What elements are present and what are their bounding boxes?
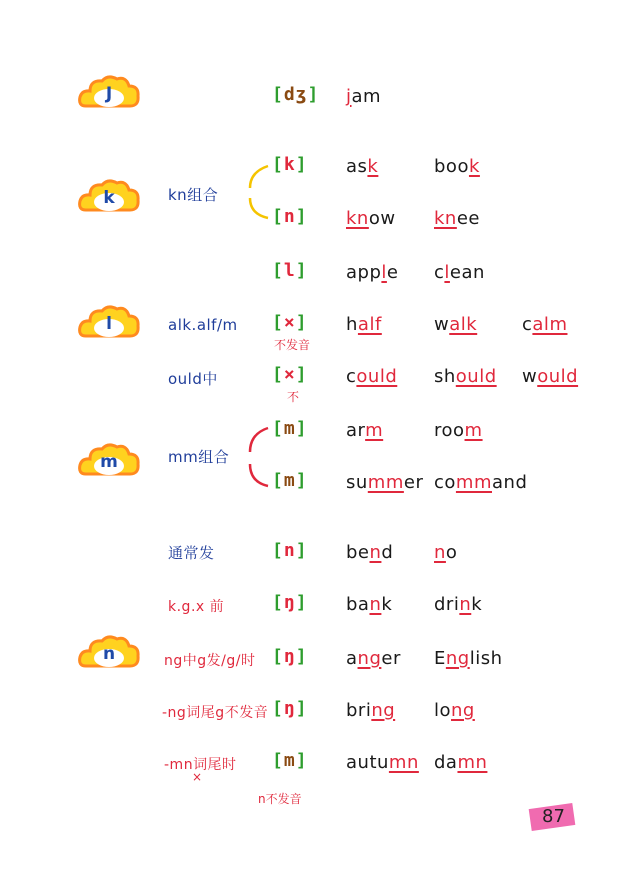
- cloud-badge-l: [76, 302, 142, 342]
- note-not: 不: [287, 390, 300, 404]
- group-bracket-k: [242, 160, 272, 224]
- word-could: could: [346, 366, 398, 387]
- word-clean: clean: [434, 262, 485, 283]
- rule-label-alk-alf-alm: alk.alf/m: [168, 316, 238, 334]
- word-walk: walk: [434, 314, 478, 335]
- rule-label-ould: ould中: [168, 370, 218, 388]
- word-should: should: [434, 366, 497, 387]
- word-no: no: [434, 542, 458, 563]
- word-room: room: [434, 420, 483, 441]
- word-bank: bank: [346, 594, 393, 615]
- word-jam: jam: [346, 86, 382, 107]
- word-summer: summer: [346, 472, 424, 493]
- ipa-ng: [ŋ]: [272, 592, 308, 613]
- ipa-m-mm: [m]: [272, 470, 308, 491]
- word-book: book: [434, 156, 480, 177]
- cloud-letter: m: [100, 452, 118, 472]
- word-command: command: [434, 472, 528, 493]
- word-bring: bring: [346, 700, 396, 721]
- cloud-letter: l: [106, 314, 112, 334]
- word-drink: drink: [434, 594, 483, 615]
- word-ask: ask: [346, 156, 379, 177]
- word-knee: knee: [434, 208, 480, 229]
- word-calm: calm: [522, 314, 568, 335]
- rule-label-kn: kn组合: [168, 186, 219, 204]
- ipa-l: [l]: [272, 260, 308, 281]
- word-damn: damn: [434, 752, 488, 773]
- word-long: long: [434, 700, 475, 721]
- word-bend: bend: [346, 542, 394, 563]
- rule-label-ng-end: -ng词尾g不发音: [162, 705, 269, 721]
- cloud-badge-m: [76, 440, 142, 480]
- rule-label-ng-g-sound: ng中g发/g/时: [164, 653, 256, 669]
- word-would: would: [522, 366, 579, 387]
- ipa-ng-2: [ŋ]: [272, 646, 308, 667]
- ipa-silent-ould: [×]: [272, 364, 308, 385]
- word-arm: arm: [346, 420, 384, 441]
- page-number: 87: [542, 806, 565, 827]
- ipa-n: [n]: [272, 540, 308, 561]
- ipa-m: [m]: [272, 418, 308, 439]
- ipa-ng-3: [ŋ]: [272, 698, 308, 719]
- rule-label-before-kgx: k.g.x 前: [168, 599, 225, 615]
- ipa-m-mn: [m]: [272, 750, 308, 771]
- group-bracket-m: [242, 422, 272, 492]
- rule-label-mn-end: -mn词尾时: [164, 757, 237, 773]
- ipa-silent: [×]: [272, 312, 308, 333]
- word-half: half: [346, 314, 382, 335]
- cloud-badge-n: [76, 632, 142, 672]
- ipa-n-kn: [n]: [272, 206, 308, 227]
- ipa-dz: [dʒ]: [272, 84, 320, 105]
- cross-mark: ×: [192, 770, 203, 784]
- word-know: know: [346, 208, 396, 229]
- cloud-badge-k: [76, 176, 142, 216]
- rule-label-mm: mm组合: [168, 448, 230, 466]
- word-autumn: autumn: [346, 752, 419, 773]
- cloud-letter: n: [102, 644, 116, 664]
- cloud-letter: J: [105, 84, 113, 104]
- word-english: English: [434, 648, 503, 669]
- cloud-letter: k: [103, 188, 115, 208]
- rule-label-usual: 通常发: [168, 544, 215, 562]
- ipa-k: [k]: [272, 154, 308, 175]
- cloud-badge-j: [76, 72, 142, 112]
- word-anger: anger: [346, 648, 401, 669]
- word-apple: apple: [346, 262, 399, 283]
- note-silent: 不发音: [274, 338, 311, 352]
- note-n-silent: n不发音: [258, 792, 302, 806]
